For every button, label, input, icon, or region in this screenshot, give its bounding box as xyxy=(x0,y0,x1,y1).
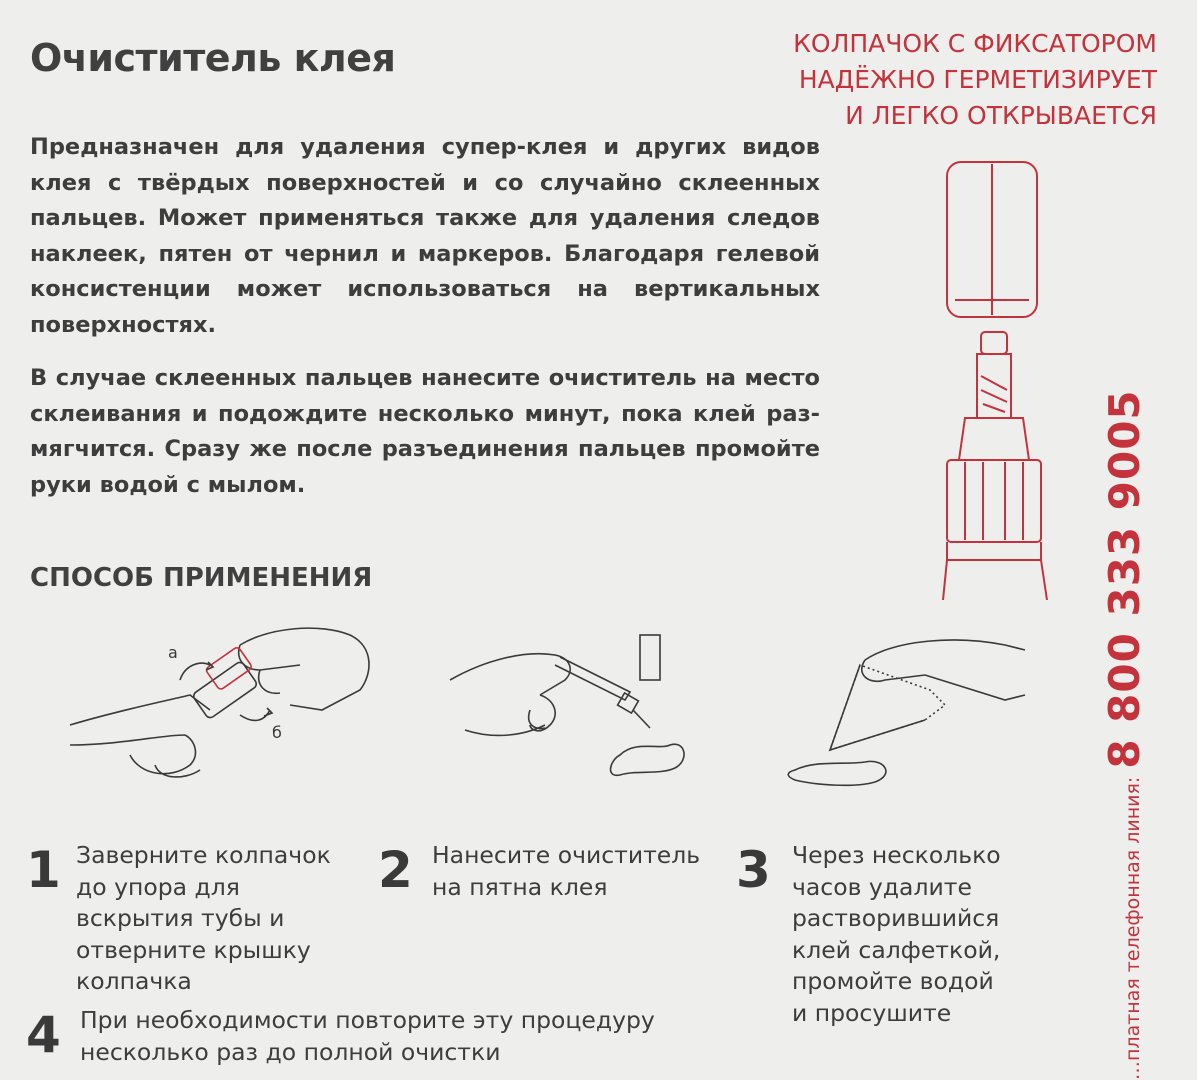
step-number: 1 xyxy=(26,841,61,899)
label-b: б xyxy=(272,723,282,742)
text-line: мягчится. Сразу же после разъединения пальцев промойте xyxy=(30,436,820,462)
step-line: вскрытия тубы и xyxy=(76,904,285,932)
cap-note-line: КОЛПАЧОК С ФИКСАТОРОМ xyxy=(793,29,1157,58)
step-line: Заверните колпачок xyxy=(76,841,331,869)
step-line: отверните крышку xyxy=(76,935,311,964)
step-number: 2 xyxy=(378,841,413,899)
text-line: консистенции может использоваться на вертикальных xyxy=(30,276,820,302)
step-line: и просушите xyxy=(792,998,952,1027)
text-line: поверхностях. xyxy=(30,311,217,338)
text-line: клея с твёрдых поверхностей и со случайно склеенных xyxy=(30,169,820,196)
hotline-number: 8 800 333 9005 xyxy=(1100,389,1149,769)
step-line: колпачка xyxy=(76,967,192,995)
step-number: 3 xyxy=(736,841,771,899)
step-line: промойте водой xyxy=(792,967,994,995)
step-text xyxy=(76,840,331,998)
cap-note xyxy=(737,26,1157,134)
step-line: При необходимости повторите эту процедуру xyxy=(80,1006,655,1034)
wipe-cloth-illustration xyxy=(775,630,1035,800)
text-line: склеивания и подождите несколько минут, пока клей раз- xyxy=(30,400,820,427)
step-line: клей салфеткой, xyxy=(792,935,1001,964)
text-line: В случае склеенных пальцев нанесите очиститель на место xyxy=(30,365,820,391)
description-paragraph xyxy=(30,130,820,343)
tube-cap-illustration xyxy=(925,150,1065,600)
apply-gel-illustration xyxy=(445,630,725,795)
step-line: Через несколько xyxy=(792,841,1001,869)
cap-note-line: НАДЁЖНО ГЕРМЕТИЗИРУЕТ xyxy=(798,65,1157,94)
cap-note-line: И ЛЕГКО ОТКРЫВАЕТСЯ xyxy=(845,101,1157,130)
text-line: пальцев. Может применяться также для удаления следов xyxy=(30,205,820,231)
label-a: а xyxy=(168,643,178,662)
product-title: Очиститель клея xyxy=(30,36,396,80)
step-line: до упора для xyxy=(76,872,240,901)
step-line: на пятна клея xyxy=(432,872,608,901)
step-line: Нанесите очиститель xyxy=(432,841,701,869)
usage-heading: СПОСОБ ПРИМЕНЕНИЯ xyxy=(30,563,373,593)
hotline-label: …платная телефонная линия: xyxy=(1122,776,1144,1080)
step-text xyxy=(432,840,700,903)
step-number: 4 xyxy=(26,1006,61,1064)
text-line: руки водой с мылом. xyxy=(30,471,306,498)
step-line: растворившийся xyxy=(792,904,1000,932)
text-line: Предназначен для удаления супер-клея и других видов xyxy=(30,134,820,160)
text-line: наклеек, пятен от чернил и маркеров. Благодаря гелевой xyxy=(30,240,820,267)
step-line: часов удалите xyxy=(792,872,972,901)
step-line: несколько раз до полной очистки xyxy=(80,1037,501,1066)
twist-cap-illustration xyxy=(60,615,380,785)
step-text xyxy=(792,840,1001,1029)
step-text xyxy=(80,1005,655,1068)
instructions-paragraph xyxy=(30,361,820,503)
